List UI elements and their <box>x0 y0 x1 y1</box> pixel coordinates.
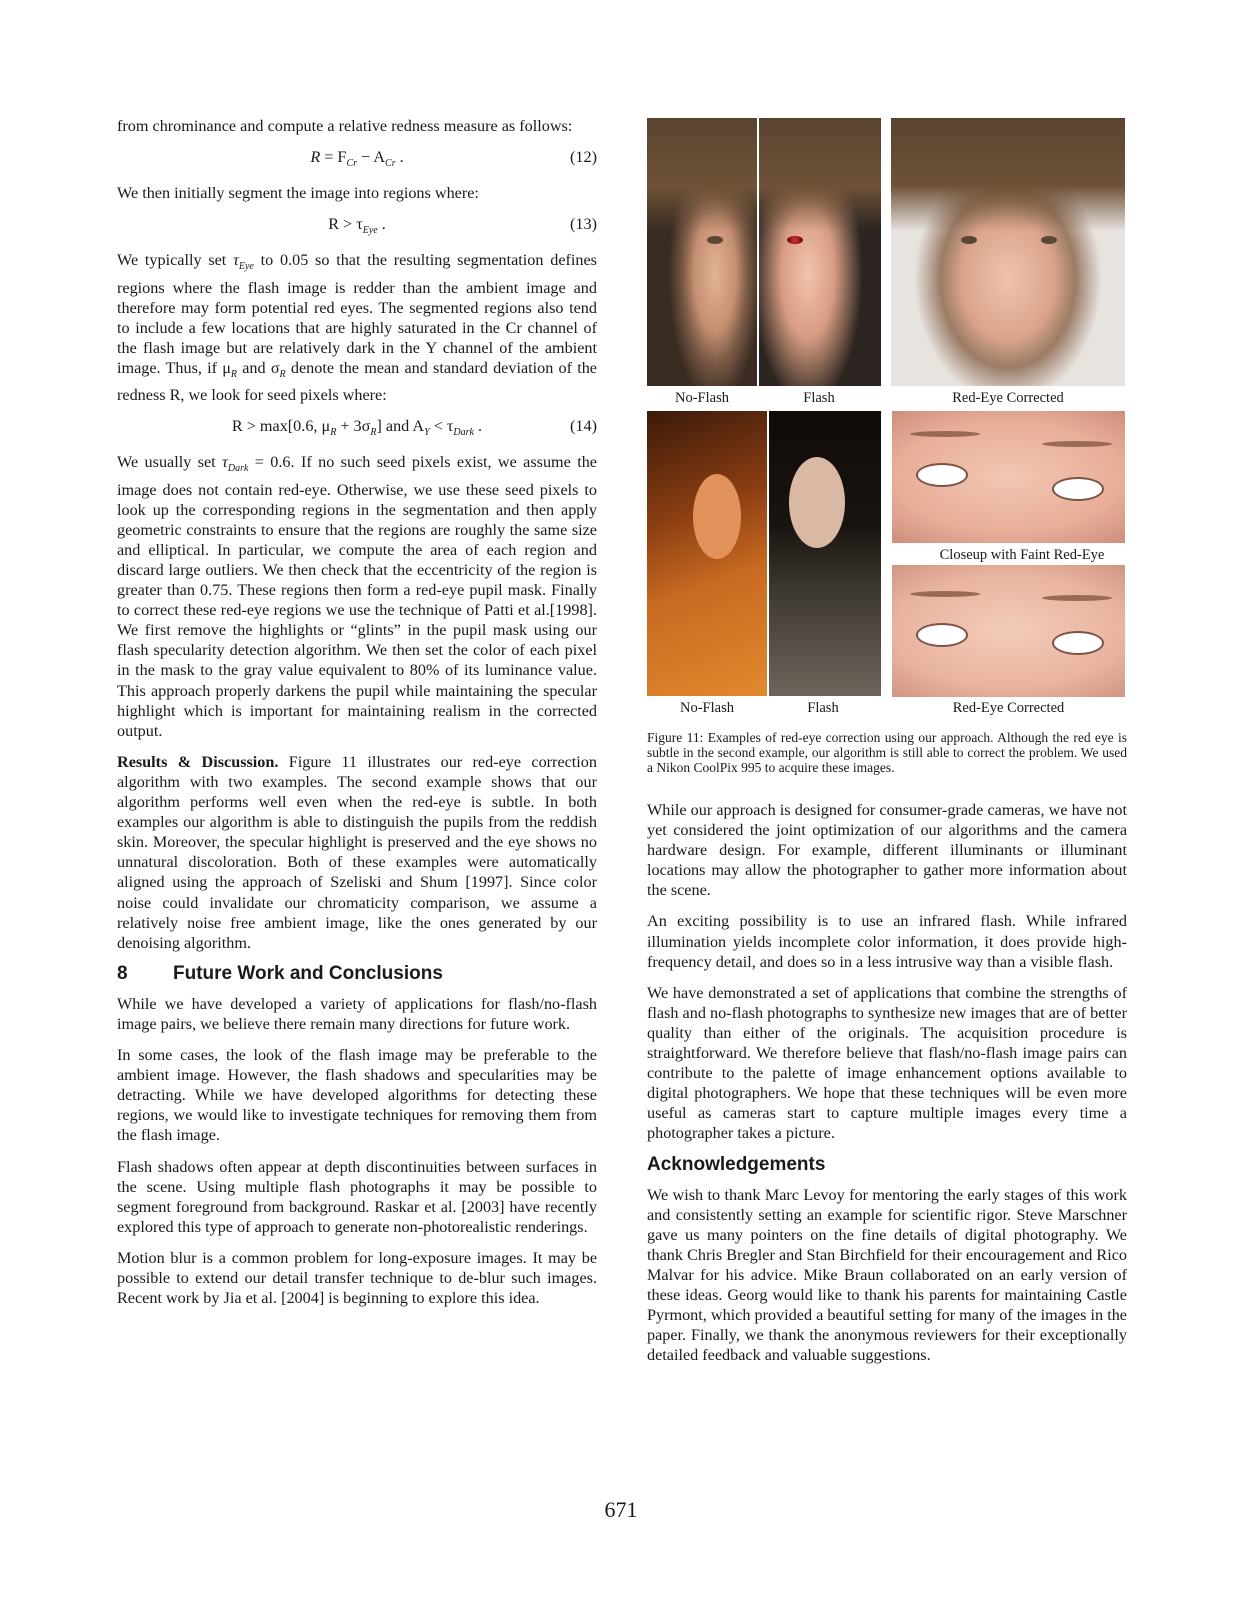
paragraph-segment: We then initially segment the image into regions where: <box>117 184 479 203</box>
caption-no-flash-2: No-Flash <box>680 700 734 716</box>
section-heading-8: 8 Future Work and Conclusions <box>117 962 443 984</box>
equation-number: (13) <box>570 215 597 234</box>
caption-closeup: Closeup with Faint Red-Eye <box>939 547 1105 563</box>
caption-flash: Flash <box>803 390 835 406</box>
paragraph-future-1: While we have developed a variety of applications for flash/no-flash image pairs, we believe there remain many directions for future work. <box>117 994 597 1033</box>
photo-man-flash <box>757 118 881 386</box>
paragraph-results: Results & Discussion. Figure 11 illustrates our red-eye correction algorithm with two examples. The second example shows that our algorithm performs well even when the red-eye is subtle. In both examples our algorithm is able to distinguish the pupils from the reddish skin. Moreover, the specular highlight is preserved and the eye shows no unnatural discoloration. Both of these examples were automatically aligned using the approach of Szeliski and Shum [1997]. Since color noise could invalidate our chromaticity comparison, we assume a relatively noise free ambient image, like the ones generated by our denoising algorithm. <box>117 752 597 952</box>
photo-closeup-faint-red-eye <box>892 411 1125 543</box>
equation-12: $R = F_{Cr} - A_{Cr}$ . (12) <box>310 148 597 170</box>
caption-no-flash: No-Flash <box>675 390 729 406</box>
equation-13: $R > \tau_{Eye}$ . (13) <box>328 215 597 237</box>
paragraph-conclusion: We have demonstrated a set of applications that combine the strengths of flash and no-flash photographs to synthesize new images that are of better quality than either of the originals. The acquisition procedure is straightforward. We therefore believe that flash/no-flash image pairs can contribute to the palette of image enhancement options available to digital photographers. We hope that these techniques will be even more useful as cameras start to capture multiple images every time a photographer takes a picture. <box>647 983 1127 1143</box>
page-number: 671 <box>604 1497 638 1522</box>
right-column <box>647 800 1127 1376</box>
acknowledgements-heading: Acknowledgements <box>647 1153 826 1175</box>
figure-11 <box>647 118 1127 790</box>
figure-caption: Figure 11: Examples of red-eye correction using our approach. Although the red eye is subtle in the second example, our algorithm is still able to correct the problem. We used a Nikon CoolPix 995 to acquire these images. <box>647 730 1127 776</box>
left-column <box>117 116 597 1319</box>
paragraph-intro: from chrominance and compute a relative redness measure as follows: <box>117 117 573 135</box>
paragraph-typically: We typically set $\tau_{Eye}$ to 0.05 so that the resulting segmentation defines regions where the flash image is redder than the ambient image and therefore may form potential red eyes. The segmented regions also tend to include a few locations that are highly saturated in the Cr channel of the flash image but are relatively dark in the Y channel of the ambient image. Thus, if $\mu_R$ and $\sigma_R$ denote the mean and standard deviation of the redness R, we look for seed pixels where: <box>117 251 597 405</box>
equation-number: (14) <box>570 417 597 436</box>
paragraph-usually: We usually set $\tau_{Dark} = 0.6$. If no such seed pixels exist, we assume the image does not contain red-eye. Otherwise, we use these seed pixels to look up the corresponding regions in the segmentation and then apply geometric constraints to ensure that the regions are roughly the same size and elliptical. In particular, we compute the area of each region and discard large outliers. We then check that the eccentricity of the region is greater than 0.75. These regions then form a red-eye pupil mask. Finally to correct these red-eye regions we use the technique of Patti et al.[1998]. We first remove the highlights or “glints” in the pupil mask using our flash specularity detection algorithm. We then set the color of each pixel in the mask to the gray value equivalent to 80% of its luminance value. This approach properly darkens the pupil while maintaining the specular highlight which is important for maintaining realism in the corrected output. <box>117 453 597 740</box>
equation-14: R > max[0.6, $\mu_R + 3\sigma_R$] and $A_Y < \tau_{Dark}$ . (14) <box>231 417 597 439</box>
photo-woman-flash <box>767 411 881 696</box>
paragraph-camera-design: While our approach is designed for consumer-grade cameras, we have not yet considered the joint optimization of our algorithms and the camera hardware design. For example, different illuminants or illuminant locations may allow the photographer to gather more information about the scene. <box>647 801 1127 900</box>
photo-man-red-eye-corrected <box>891 118 1125 386</box>
paragraph-future-3: Flash shadows often appear at depth discontinuities between surfaces in the scene. Using multiple flash photographs it may be possible to segment foreground from background. Raskar et al. [2003] have recently explored this type of approach to generate non-photorealistic renderings. <box>117 1157 597 1236</box>
caption-flash-2: Flash <box>807 700 839 716</box>
photo-woman-no-flash <box>647 411 767 696</box>
photo-man-no-flash <box>647 118 757 386</box>
photo-closeup-red-eye-corrected <box>892 565 1125 697</box>
caption-red-eye-corrected: Red-Eye Corrected <box>952 390 1064 406</box>
paragraph-infrared: An exciting possibility is to use an infrared flash. While infrared illumination yields incomplete color information, it does provide high-frequency detail, and does so in a less intrusive way than a visible flash. <box>647 912 1127 971</box>
equation-number: (12) <box>570 148 597 167</box>
paragraph-future-2: In some cases, the look of the flash image may be preferable to the ambient image. However, the flash shadows and specularities may be detracting. While we have developed algorithms for detecting these regions, we would like to investigate techniques for removing them from the flash image. <box>117 1046 597 1145</box>
paragraph-acknowledgements: We wish to thank Marc Levoy for mentoring the early stages of this work and consistently setting an example for scientific rigor. Steve Marschner gave us many pointers on the fine details of digital photography. We thank Chris Bregler and Stan Birchfield for their encouragement and Rico Malvar for his advice. Mike Braun collaborated on an early version of these ideas. Georg would like to thank his parents for maintaining Castle Pyrmont, which provided a beautiful setting for many of the images in the paper. Finally, we thank the anonymous reviewers for their exceptionally detailed feedback and valuable suggestions. <box>647 1185 1127 1365</box>
paragraph-future-4: Motion blur is a common problem for long-exposure images. It may be possible to extend our detail transfer technique to de-blur such images. Recent work by Jia et al. [2004] is beginning to explore this idea. <box>117 1248 597 1308</box>
caption-red-eye-corrected-2: Red-Eye Corrected <box>952 700 1065 716</box>
